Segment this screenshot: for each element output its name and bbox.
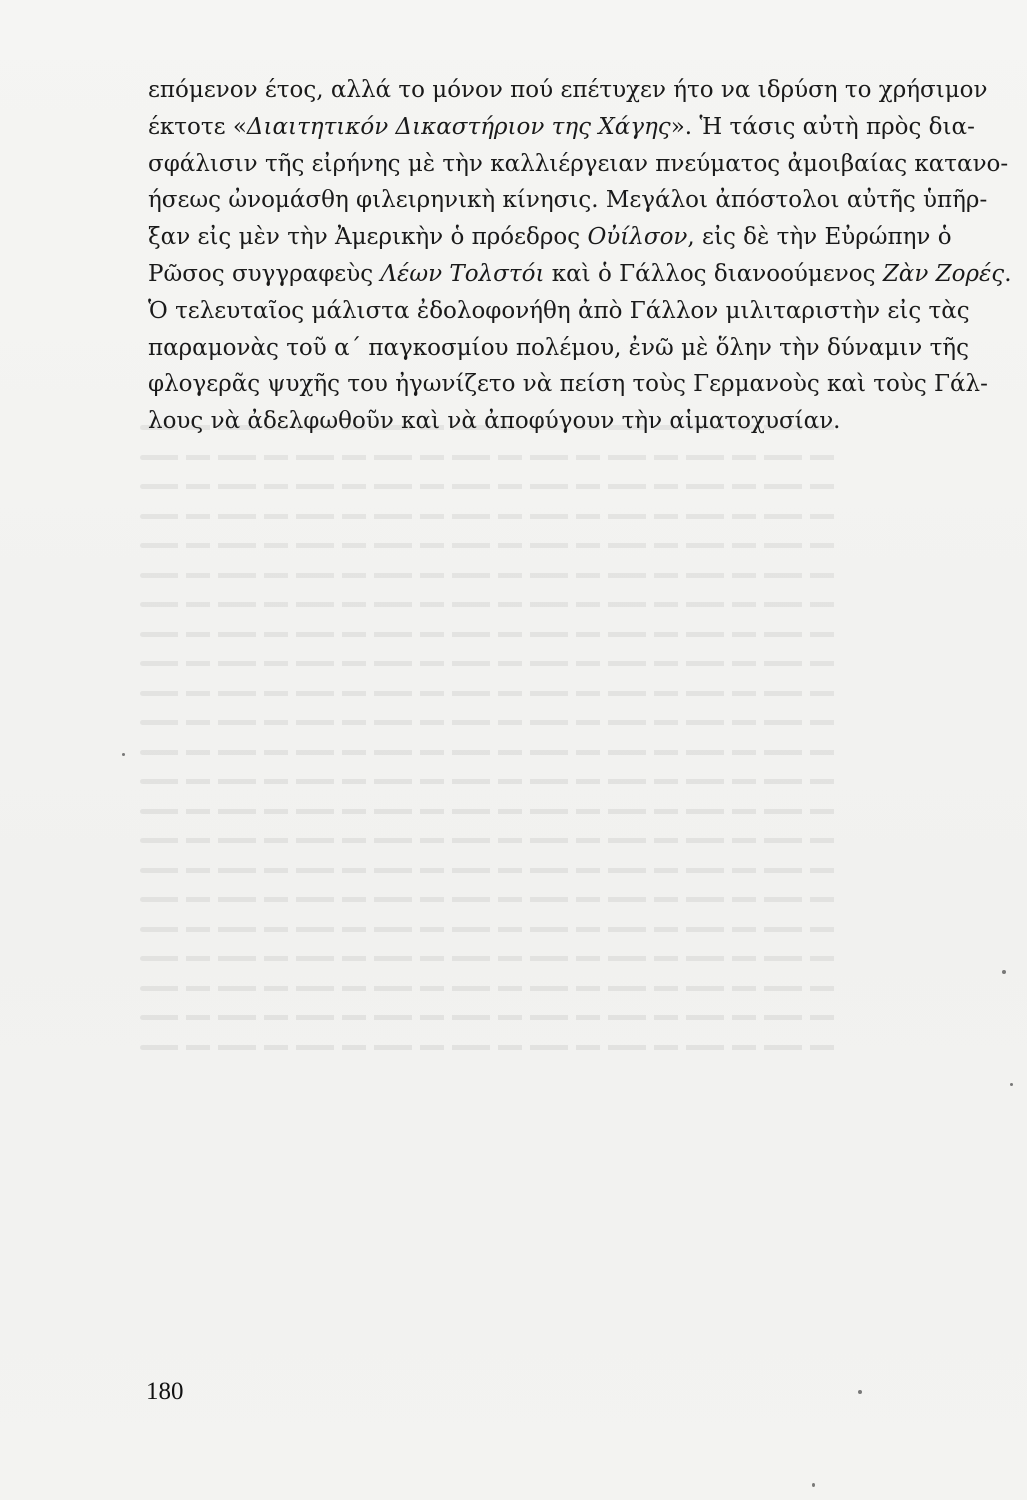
- text-line: επόμενον έτος, αλλά το μόνον πού επέτυχεν ήτο να ιδρύση το χρήσιμον: [148, 77, 988, 103]
- text-line: παραμονὰς τοῦ α΄ παγκοσμίου πολέμου, ἐνῶ μὲ ὅλην τὴν δύναμιν τῆς: [148, 334, 969, 361]
- italic-term: Διαιτητικόν Δικαστήριον της Χάγης: [246, 113, 671, 140]
- text-line: σφάλισιν τῆς εἰρήνης μὲ τὴν καλλιέργειαν πνεύματος ἀμοιβαίας κατανο-: [148, 150, 1009, 177]
- scan-speck: [1010, 1083, 1013, 1086]
- text-line: ήσεως ὠνομάσθη φιλειρηνικὴ κίνησις. Μεγάλοι ἀπόστολοι αὐτῆς ὑπῆρ-: [148, 187, 988, 214]
- page-number: 180: [146, 1378, 184, 1405]
- italic-name: Οὐίλσον: [587, 224, 688, 251]
- scan-speck: [858, 1390, 862, 1394]
- reverse-side-bleed-through: [140, 425, 840, 1085]
- scan-speck: [812, 1483, 815, 1487]
- italic-name: Λέων Τολστόι: [380, 260, 545, 287]
- scan-speck: [122, 753, 125, 756]
- text-line: Ὁ τελευταῖος μάλιστα ἐδολοφονήθη ἀπὸ Γάλλον μιλιταριστὴν εἰς τὰς: [148, 297, 970, 324]
- scan-speck: [1002, 970, 1006, 974]
- text-line: φλογερᾶς ψυχῆς του ἠγωνίζετο νὰ πείση τοὺς Γερμανοὺς καὶ τοὺς Γάλ-: [148, 371, 988, 398]
- text-line: έκτοτε «Διαιτητικόν Δικαστήριον της Χάγης». Ἡ τάσις αὐτὴ πρὸς δια-: [148, 113, 975, 140]
- italic-name: Ζὰν Ζορές: [882, 260, 1005, 287]
- text-line: Ρῶσος συγγραφεὺς Λέων Τολστόι καὶ ὁ Γάλλος διανοούμενος Ζὰν Ζορές.: [148, 260, 1012, 287]
- body-paragraph: [148, 72, 1012, 440]
- text-line: λους νὰ ἀδελφωθοῦν καὶ νὰ ἀποφύγουν τὴν αἱματοχυσίαν.: [148, 408, 841, 435]
- text-line: ξαν εἰς μὲν τὴν Ἀμερικὴν ὁ πρόεδρος Οὐίλσον, εἰς δὲ τὴν Εὐρώπην ὁ: [148, 224, 952, 251]
